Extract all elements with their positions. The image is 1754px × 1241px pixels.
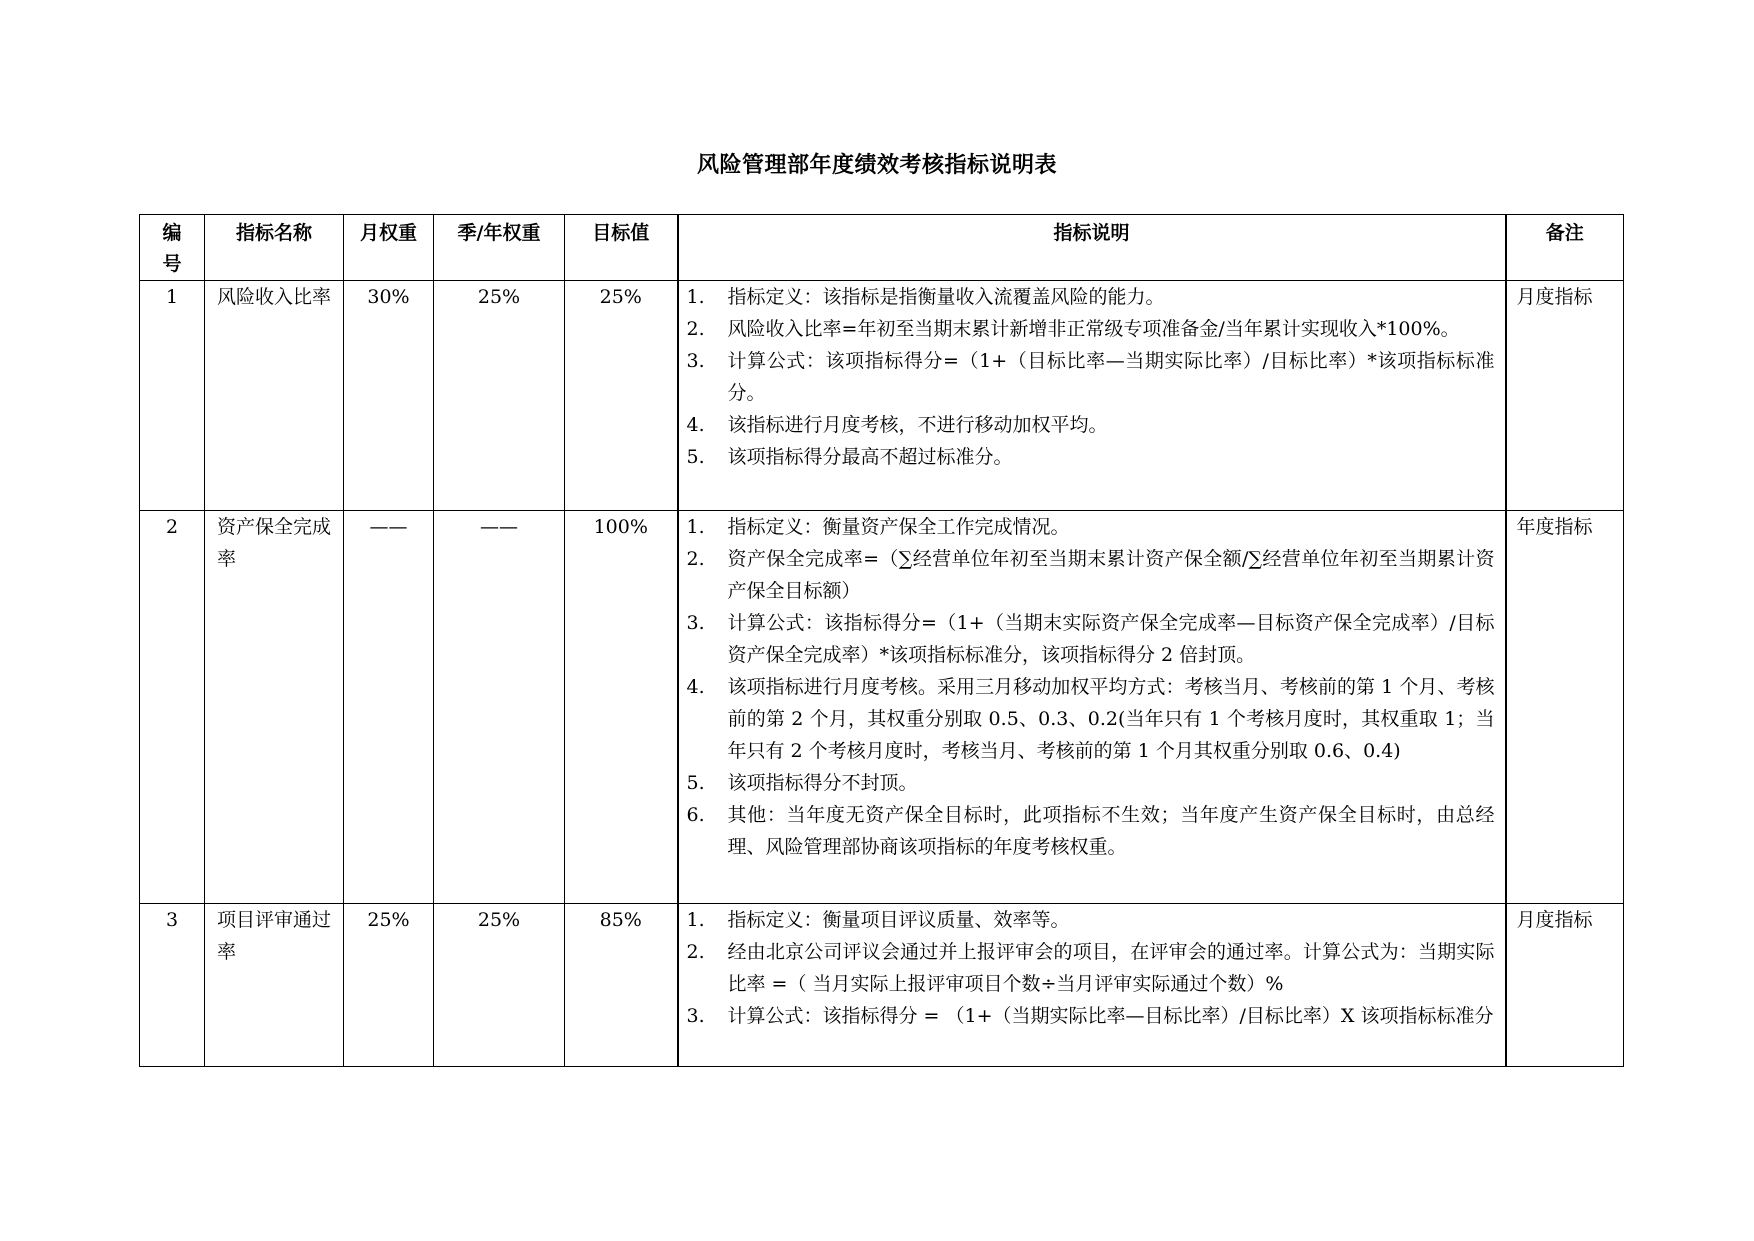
- cell-month-weight: 30%: [344, 281, 434, 511]
- table-row: [140, 511, 1624, 904]
- list-item: 1. 指标定义：该指标是指衡量收入流覆盖风险的能力。: [686, 286, 1165, 308]
- header-note: 备注: [1506, 215, 1624, 281]
- list-item: 1. 指标定义：衡量资产保全工作完成情况。: [686, 516, 1070, 538]
- list-item: 6. 其他：当年度无资产保全目标时，此项指标不生效；当年度产生资产保全目标时，由总经理、风险管理部协商该项指标的年度考核权重。: [686, 804, 1495, 858]
- cell-target: 85%: [565, 904, 678, 1067]
- list-item: 3. 计算公式：该指标得分=（1+（当期末实际资产保全完成率—目标资产保全完成率）/目标资产保全完成率）*该项指标标准分，该项指标得分 2 倍封顶。: [686, 612, 1495, 666]
- cell-quarter-year-weight: 25%: [434, 281, 565, 511]
- header-row: [140, 215, 1624, 281]
- cell-description: [678, 904, 1506, 1067]
- cell-target: 100%: [565, 511, 678, 904]
- cell-note: 月度指标: [1506, 281, 1624, 511]
- cell-name: 资产保全完成率: [205, 511, 344, 904]
- list-item: 4. 该项指标进行月度考核。采用三月移动加权平均方式：考核当月、考核前的第 1 个月、考核前的第 2 个月，其权重分别取 0.5、0.3、0.2(当年只有 1 个考核月度时，其权重取 1；当年只有 2 个考核月度时，考核当月、考核前的第 1 个月其权重分别取 0.6、0.4): [686, 676, 1495, 762]
- list-item: 5. 该项指标得分不封顶。: [686, 772, 918, 794]
- cell-no: 3: [140, 904, 205, 1067]
- cell-name: 项目评审通过率: [205, 904, 344, 1067]
- cell-note: 年度指标: [1506, 511, 1624, 904]
- list-item: 2. 风险收入比率=年初至当期末累计新增非正常级专项准备金/当年累计实现收入*100%。: [686, 318, 1460, 340]
- cell-month-weight: ——: [344, 511, 434, 904]
- table-row: [140, 281, 1624, 511]
- list-item: 4. 该指标进行月度考核，不进行移动加权平均。: [686, 414, 1108, 436]
- list-item: 3. 计算公式：该指标得分 = （1+（当期实际比率—目标比率）/目标比率）X 该项指标标准分: [686, 1005, 1494, 1027]
- header-target: 目标值: [565, 215, 678, 281]
- list-item: 3. 计算公式：该项指标得分=（1+（目标比率—当期实际比率）/目标比率）*该项指标标准分。: [686, 350, 1495, 404]
- cell-description: [678, 511, 1506, 904]
- cell-no: 2: [140, 511, 205, 904]
- cell-quarter-year-weight: ——: [434, 511, 565, 904]
- list-item: 2. 经由北京公司评议会通过并上报评审会的项目，在评审会的通过率。计算公式为：当期实际比率 =（ 当月实际上报评审项目个数÷当月评审实际通过个数）%: [686, 941, 1495, 995]
- description-list: [687, 511, 1495, 863]
- description-list: [687, 281, 1495, 473]
- description-list: [687, 904, 1495, 1032]
- header-description: 指标说明: [678, 215, 1506, 281]
- cell-description: [678, 281, 1506, 511]
- header-quarter-year-weight: 季/年权重: [434, 215, 565, 281]
- list-item: 2. 资产保全完成率=（∑经营单位年初至当期末累计资产保全额/∑经营单位年初至当期累计资产保全目标额）: [686, 548, 1495, 602]
- header-no: 编号: [140, 215, 205, 281]
- cell-target: 25%: [565, 281, 678, 511]
- cell-no: 1: [140, 281, 205, 511]
- header-name: 指标名称: [205, 215, 344, 281]
- indicator-table: [139, 214, 1624, 1067]
- page-title: 风险管理部年度绩效考核指标说明表: [696, 152, 1057, 178]
- table-row: [140, 904, 1624, 1067]
- list-item: 1. 指标定义：衡量项目评议质量、效率等。: [686, 909, 1070, 931]
- list-item: 5. 该项指标得分最高不超过标准分。: [686, 446, 1013, 468]
- header-month-weight: 月权重: [344, 215, 434, 281]
- cell-name: 风险收入比率: [205, 281, 344, 511]
- cell-note: 月度指标: [1506, 904, 1624, 1067]
- cell-month-weight: 25%: [344, 904, 434, 1067]
- cell-quarter-year-weight: 25%: [434, 904, 565, 1067]
